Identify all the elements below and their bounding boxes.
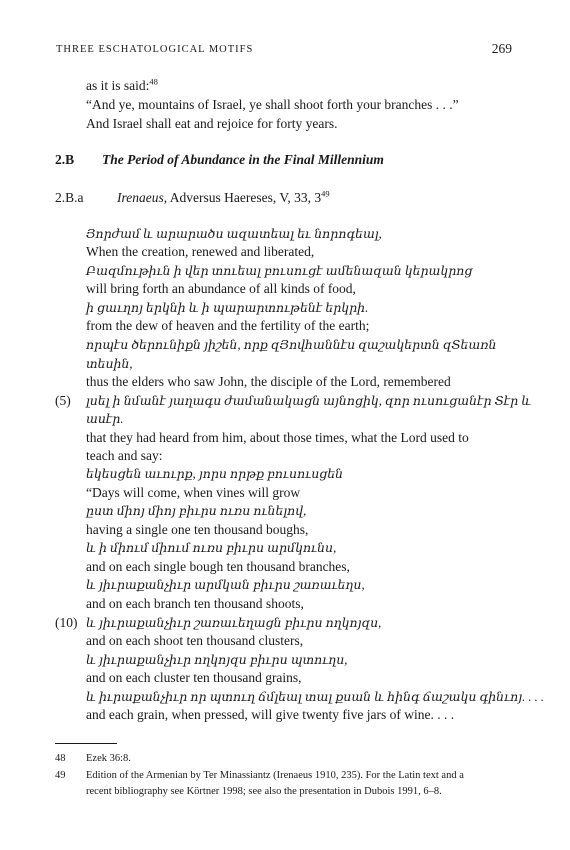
running-head: THREE ESCHATOLOGICAL MOTIFS — [56, 44, 254, 55]
armenian-line: լսել ի նմանէ յաղագս ժամանակացն այնոցիկ, զոր ուսուցանէր Տէր և — [86, 394, 532, 408]
armenian-line: ըստ միոյ միոյ բիւրս ուռս ունելով, — [86, 504, 307, 518]
english-line: that they had heard from him, about those times, what the Lord used to — [86, 430, 469, 445]
footnote-ref-49: 49 — [321, 188, 330, 199]
armenian-line: ի ցաւղոյ երկնի և ի պարարտութենէ երկրի. — [86, 301, 369, 315]
subsection-author: Irenaeus — [117, 190, 164, 205]
running-header — [56, 41, 512, 59]
armenian-line: և յիւրաքանչիւր շառաւեղացն բիւրս ողկոյզս, — [86, 616, 382, 630]
armenian-line: որպէս ծերունիքն յիշեն, որք զՅովհաննէս զաշակերտն զՏեառն — [86, 338, 497, 352]
english-line: and on each cluster ten thousand grains, — [86, 670, 302, 685]
armenian-line: և յիւրաքանչիւր արմկան բիւրս շառաւեղս, — [86, 578, 365, 592]
section-number: 2.B — [55, 152, 75, 167]
footnote-text: Edition of the Armenian by Ter Minassiantz (Irenaeus 1910, 235). For the Latin text and a — [86, 770, 464, 781]
armenian-line: Յորժամ և արարածս ազատեալ եւ նորոգեալ, — [86, 227, 382, 241]
english-line: teach and say: — [86, 448, 163, 463]
english-line: and on each single bough ten thousand branches, — [86, 559, 350, 574]
footnote-ref-48: 48 — [149, 76, 158, 87]
footnote-number: 48 — [55, 753, 66, 764]
intro-as-said — [86, 77, 158, 95]
english-line: and each grain, when pressed, will give twenty five jars of wine. . . . — [86, 707, 455, 722]
english-line: and on each branch ten thousand shoots, — [86, 596, 304, 611]
english-line: from the dew of heaven and the fertility of the earth; — [86, 318, 370, 333]
footnote-text: recent bibliography see Körtner 1998; see also the presentation in Dubois 1991, 6–8. — [86, 786, 442, 797]
section-title: The Period of Abundance in the Final Millennium — [102, 152, 384, 167]
subsection-title — [117, 189, 330, 207]
intro-as-said-text: as it is said: — [86, 78, 150, 93]
armenian-line: Բազմութիւն ի վեր տուեալ բուսուցէ ամենազան կերակրոց — [86, 264, 473, 278]
page-number: 269 — [491, 41, 512, 56]
english-line: will bring forth an abundance of all kinds of food, — [86, 281, 356, 296]
subsection-number: 2.B.a — [55, 190, 84, 205]
armenian-line: և ի միում միում ուռս բիւրս արմկունս, — [86, 541, 337, 555]
subsection-work: , Adversus Haereses, V, 33, 3 — [163, 190, 322, 205]
intro-closing-line: And Israel shall eat and rejoice for forty years. — [86, 116, 338, 131]
armenian-line: ասէր. — [86, 412, 124, 426]
footnote-rule — [55, 743, 117, 744]
armenian-line: տեսին, — [86, 357, 133, 371]
armenian-line: եկեսցեն աւուրք, յորս որթք բուսուսցեն — [86, 467, 344, 481]
armenian-line: և յիւրաքանչիւր ողկոյզս բիւրս պտուղս, — [86, 653, 348, 667]
english-line: having a single one ten thousand boughs, — [86, 522, 309, 537]
english-line: When the creation, renewed and liberated, — [86, 244, 315, 259]
intro-quote-line: “And ye, mountains of Israel, ye shall shoot forth your branches . . .” — [86, 97, 459, 112]
english-line: and on each shoot ten thousand clusters, — [86, 633, 304, 648]
armenian-line: և իւրաքանչիւր որ պտուղ ճմլեալ տալ քսան և հինգ ճաշակս գինւոյ. . . . — [86, 690, 545, 704]
footnote-number: 49 — [55, 770, 66, 781]
english-line: “Days will come, when vines will grow — [86, 485, 301, 500]
line-number: (5) — [55, 393, 71, 408]
line-number: (10) — [55, 615, 78, 630]
english-line: thus the elders who saw John, the disciple of the Lord, remembered — [86, 374, 451, 389]
footnote-text: Ezek 36:8. — [86, 753, 131, 764]
